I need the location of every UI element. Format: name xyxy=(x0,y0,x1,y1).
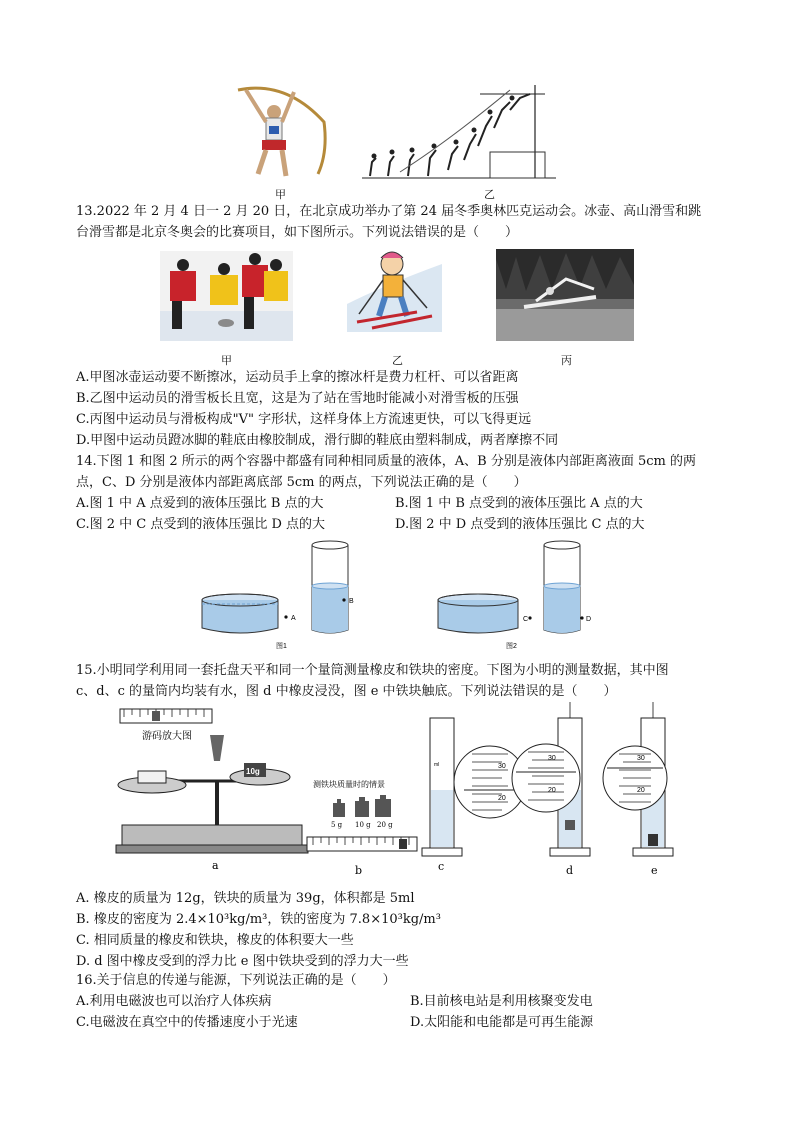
q14-option-c: C.图 2 中 C 点受到的液体压强比 D 点的大 xyxy=(76,517,326,532)
q14-label-c: C xyxy=(523,616,529,623)
fig-b-caption: b xyxy=(355,864,363,877)
q15-option-d: D. d 图中橡皮受到的浮力比 e 图中铁块受到的浮力大一些 xyxy=(76,954,409,969)
q16-option-d: D.太阳能和电能都是可再生能源 xyxy=(410,1015,594,1030)
caption-yi-top: 乙 xyxy=(484,188,495,201)
figure-pole-vault-jia xyxy=(236,82,326,182)
ski-jumper-photo xyxy=(496,249,634,341)
photo-skier-yi xyxy=(347,244,442,332)
fig-a-zoom-title: 游码放大图 xyxy=(142,731,192,742)
q15-option-b: B. 橡皮的密度为 2.4×10³kg/m³，铁的密度为 7.8×10³kg/m³ xyxy=(76,912,441,927)
q14-figure-2 xyxy=(436,538,596,648)
q14-fig2-caption: 图2 xyxy=(506,643,517,650)
q15-figure-d-cylinder xyxy=(508,702,618,877)
q14-label-a: A xyxy=(291,615,296,622)
q16-stem: 16.关于信息的传递与能源，下列说法正确的是（ ） xyxy=(76,973,396,988)
q15-figure-b-weights xyxy=(303,775,423,905)
q14-label-d: D xyxy=(586,616,592,623)
fig-c-unit: ml xyxy=(434,762,440,768)
q16-option-b: B.目前核电站是利用核聚变发电 xyxy=(410,994,593,1009)
q16-option-c: C.电磁波在真空中的传播速度小于光速 xyxy=(76,1015,298,1030)
q15-stem-line2: c、d、c 的量筒内均装有水，图 d 中橡皮浸没，图 e 中铁块触底。下列说法错误的是（ ） xyxy=(76,684,617,699)
weight-10g-b: 10 g xyxy=(355,821,371,829)
q14-label-b: B xyxy=(349,598,354,605)
fig-d-scale-20: 20 xyxy=(548,787,556,794)
q15-figure-e-cylinder xyxy=(605,702,695,877)
cartoon-skier xyxy=(347,244,442,332)
q15-option-a: A. 橡皮的质量为 12g，铁块的质量为 39g，体积都是 5ml xyxy=(76,891,415,906)
q15-stem-line1: 15.小明同学利用同一套托盘天平和同一个量筒测量橡皮和铁块的密度。下图为小明的测量数据，其中图 xyxy=(76,663,669,678)
q14-stem-line1: 14.下图 1 和图 2 所示的两个容器中都盛有同种相同质量的液体，A、B 分别是液体内部距离液面 5cm 的两 xyxy=(76,454,696,469)
fig-e-scale-30: 30 xyxy=(637,755,645,762)
fig-c-caption: c xyxy=(438,860,445,873)
q14-option-b: B.图 1 中 B 点受到的液体压强比 A 点的大 xyxy=(395,496,643,511)
q14-option-d: D.图 2 中 D 点受到的液体压强比 C 点的大 xyxy=(395,517,645,532)
q13-option-b: B.乙图中运动员的滑雪板长且宽，这是为了站在雪地时能减小对滑雪板的压强 xyxy=(76,391,519,406)
caption-jia-top: 甲 xyxy=(275,188,286,201)
q15-option-c: C. 相同质量的橡皮和铁块，橡皮的体积要大一些 xyxy=(76,933,354,948)
weight-5g: 5 g xyxy=(331,821,343,829)
q15-figure-a-balance xyxy=(112,705,312,870)
fig-e-scale-20: 20 xyxy=(637,787,645,794)
q13-option-c: C.丙图中运动员与滑板构成"V" 字形状，这样身体上方流速更快，可以飞得更远 xyxy=(76,412,532,427)
weight-10g-label: 10g xyxy=(246,767,260,776)
fig-b-title: 测铁块质量时的情景 xyxy=(313,780,385,789)
q13-stem-line2: 台滑雪都是北京冬奥会的比赛项目，如下图所示。下列说法错误的是（ ） xyxy=(76,225,519,240)
figure-vault-sequence-yi xyxy=(360,80,558,185)
photo-curling-jia xyxy=(160,251,293,341)
pole-vaulter-photo xyxy=(236,82,326,182)
q13-caption-yi: 乙 xyxy=(392,354,403,367)
q14-fig1-caption: 图1 xyxy=(276,643,287,650)
q16-option-a: A.利用电磁波也可以治疗人体疾病 xyxy=(76,994,272,1009)
fig-c-scale-20: 20 xyxy=(498,795,506,802)
photo-ski-jump-bing xyxy=(496,249,634,341)
fig-a-caption: a xyxy=(212,859,219,872)
weight-20g: 20 g xyxy=(377,821,393,829)
vault-sequence-drawing xyxy=(360,80,558,185)
curling-players-photo xyxy=(160,251,293,341)
q14-figure-1 xyxy=(200,538,360,648)
q13-stem-line1: 13.2022 年 2 月 4 日一 2 月 20 日，在北京成功举办了第 24 届冬季奥林匹克运动会。冰壶、高山滑雪和跳 xyxy=(76,204,702,219)
q13-caption-bing: 丙 xyxy=(561,354,572,367)
fig-d-scale-30: 30 xyxy=(548,755,556,762)
q14-option-a: A.图 1 中 A 点爱到的液体压强比 B 点的大 xyxy=(76,496,324,511)
q13-option-d: D.甲图中运动员蹬冰脚的鞋底由橡胶制成，滑行脚的鞋底由塑料制成，两者摩擦不同 xyxy=(76,433,559,448)
fig-c-scale-30: 30 xyxy=(498,763,506,770)
q14-stem-line2: 点，C、D 分别是液体内部距离底部 5cm 的两点，下列说法正确的是（ ） xyxy=(76,475,527,490)
fig-d-caption: d xyxy=(566,864,574,877)
fig-e-caption: e xyxy=(651,864,658,877)
q13-option-a: A.甲图冰壶运动要不断擦冰，运动员手上拿的擦冰杆是费力杠杆、可以省距离 xyxy=(76,370,519,385)
q13-caption-jia: 甲 xyxy=(221,354,232,367)
